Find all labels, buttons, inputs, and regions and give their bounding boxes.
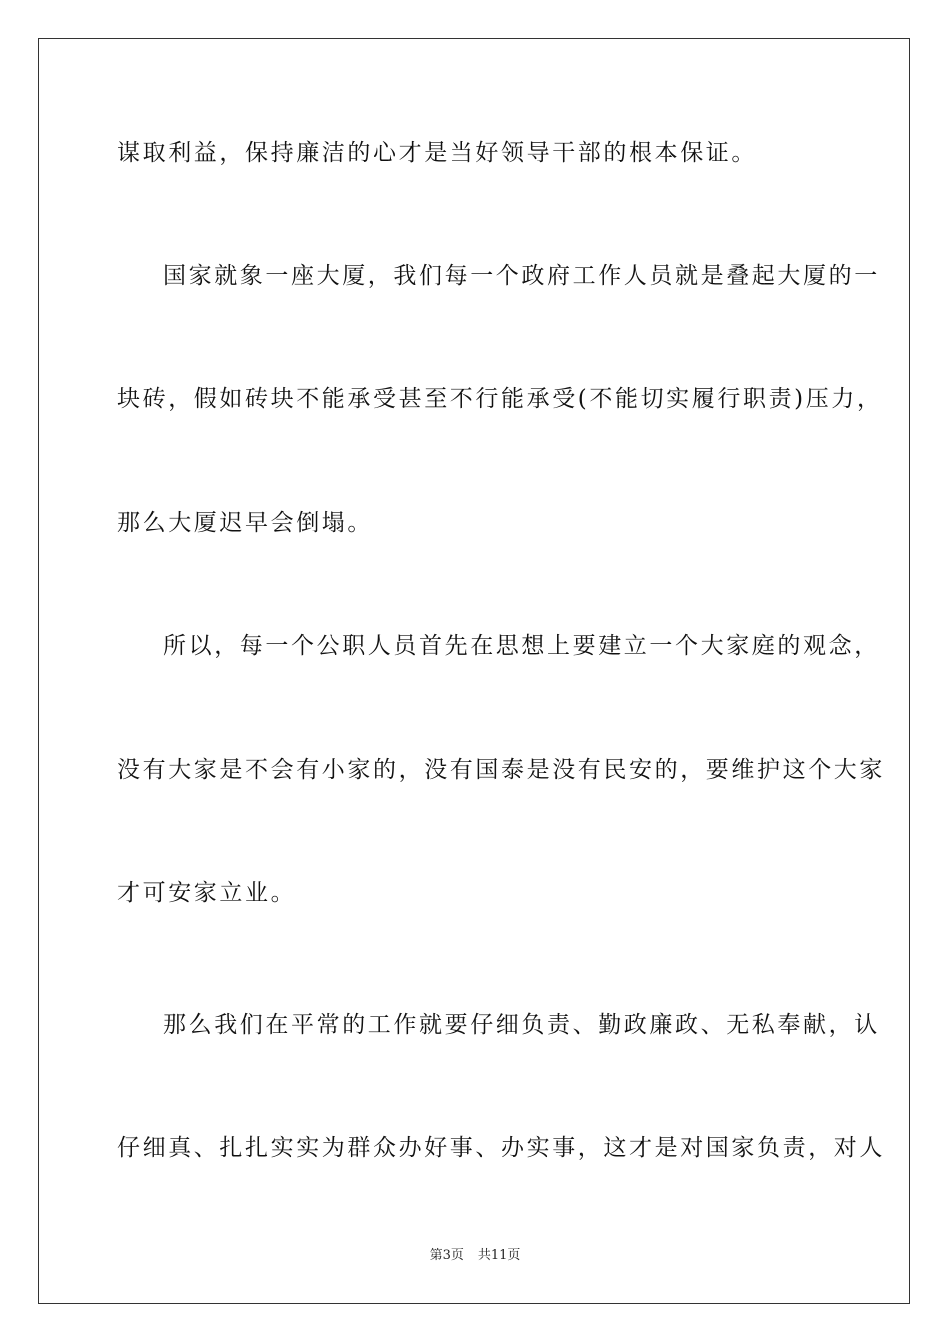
text-line-1: 谋取利益，保持廉洁的心才是当好领导干部的根本保证。 <box>117 140 757 166</box>
text-line-4: 那么大厦迟早会倒塌。 <box>117 510 373 536</box>
text-line-7: 才可安家立业。 <box>117 880 297 906</box>
page-footer <box>0 1248 950 1264</box>
total-pages: 共11页 <box>477 1248 521 1263</box>
page-border <box>38 38 910 1304</box>
text-line-5: 所以，每一个公职人员首先在思想上要建立一个大家庭的观念， <box>163 633 880 659</box>
text-line-6: 没有大家是不会有小家的，没有国泰是没有民安的，要维护这个大家 <box>117 757 885 783</box>
page-number: 第3页 <box>429 1248 464 1263</box>
text-line-2: 国家就象一座大厦，我们每一个政府工作人员就是叠起大厦的一 <box>163 263 880 289</box>
text-line-9: 仔细真、扎扎实实为群众办好事、办实事，这才是对国家负责，对人 <box>117 1135 885 1161</box>
text-line-8: 那么我们在平常的工作就要仔细负责、勤政廉政、无私奉献，认 <box>163 1012 880 1038</box>
text-line-3: 块砖，假如砖块不能承受甚至不行能承受(不能切实履行职责)压力， <box>117 386 883 412</box>
